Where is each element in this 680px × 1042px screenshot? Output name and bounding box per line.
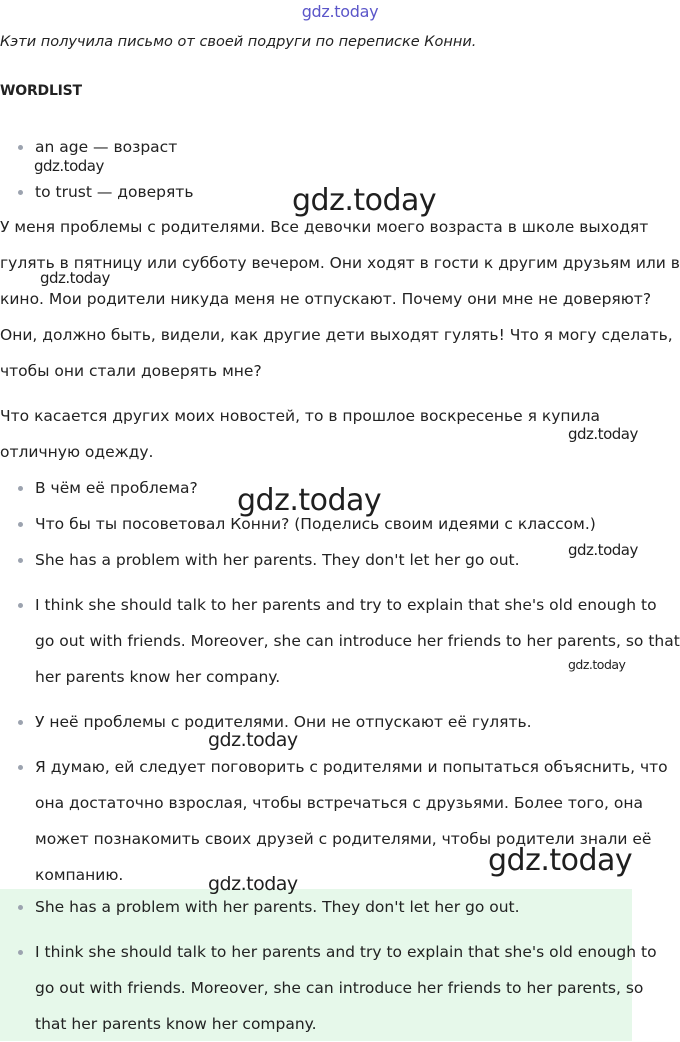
question-item: В чём её проблема? <box>0 470 680 506</box>
wordlist-heading: WORDLIST <box>0 83 82 99</box>
answer-en-item: I think she should talk to her parents and try to explain that she's old enough to go out with friends. Moreover, she can introduce her friends to her parents, so that her parents know her company. <box>0 587 680 695</box>
highlighted-answer-item: I think she should talk to her parents and try to explain that she's old enough to go out with friends. Moreover, she can introduce her friends to her parents, so that her parents know her company. <box>0 934 680 1042</box>
watermark: gdz.today <box>34 157 104 175</box>
watermark: gdz.today <box>292 183 437 218</box>
watermark: gdz.today <box>237 483 382 518</box>
letter-paragraph-1: У меня проблемы с родителями. Все девочки моего возраста в школе выходят гулять в пятницу или субботу вечером. Они ходят в гости к другим друзьям или в кино. Мои родители никуда меня не отпускают. Почему они мне не доверяют? Они, должно быть, видели, как другие дети выходят гулять! Что я могу сделать, чтобы они стали доверять мне? <box>0 218 680 380</box>
watermark: gdz.today <box>568 657 626 672</box>
watermark: gdz.today <box>568 541 638 559</box>
watermark: gdz.today <box>208 873 298 895</box>
watermark: gdz.today <box>488 843 633 878</box>
highlighted-answer-item: She has a problem with her parents. They don't let her go out. <box>0 889 680 925</box>
wordlist-item: to trust — доверять <box>0 181 680 203</box>
questions-answers-list <box>0 470 680 893</box>
watermark: gdz.today <box>208 729 298 751</box>
letter-paragraph-2: Что касается других моих новостей, то в прошлое воскресенье я купила отличную одежду. <box>0 407 600 461</box>
answer-ru-item: Я думаю, ей следует поговорить с родителями и попытаться объяснить, что она достаточно взрослая, чтобы встречаться с друзьями. Более того, она может познакомить своих друзей с родителями, чтобы родители знали её компанию. <box>0 749 680 893</box>
answer-en-item: She has a problem with her parents. They don't let her go out. <box>0 542 680 578</box>
watermark: gdz.today <box>568 425 638 443</box>
question-item: Что бы ты посоветовал Конни? (Поделись своим идеями с классом.) <box>0 506 680 542</box>
highlighted-answers-list <box>0 889 680 1042</box>
site-logo[interactable]: gdz.today <box>301 2 379 21</box>
wordlist-item: an age — возраст <box>0 136 680 158</box>
watermark: gdz.today <box>40 269 110 287</box>
intro-text: Кэти получила письмо от своей подруги по переписке Конни. <box>0 34 477 50</box>
answer-ru-item: У неё проблемы с родителями. Они не отпускают её гулять. <box>0 704 680 740</box>
